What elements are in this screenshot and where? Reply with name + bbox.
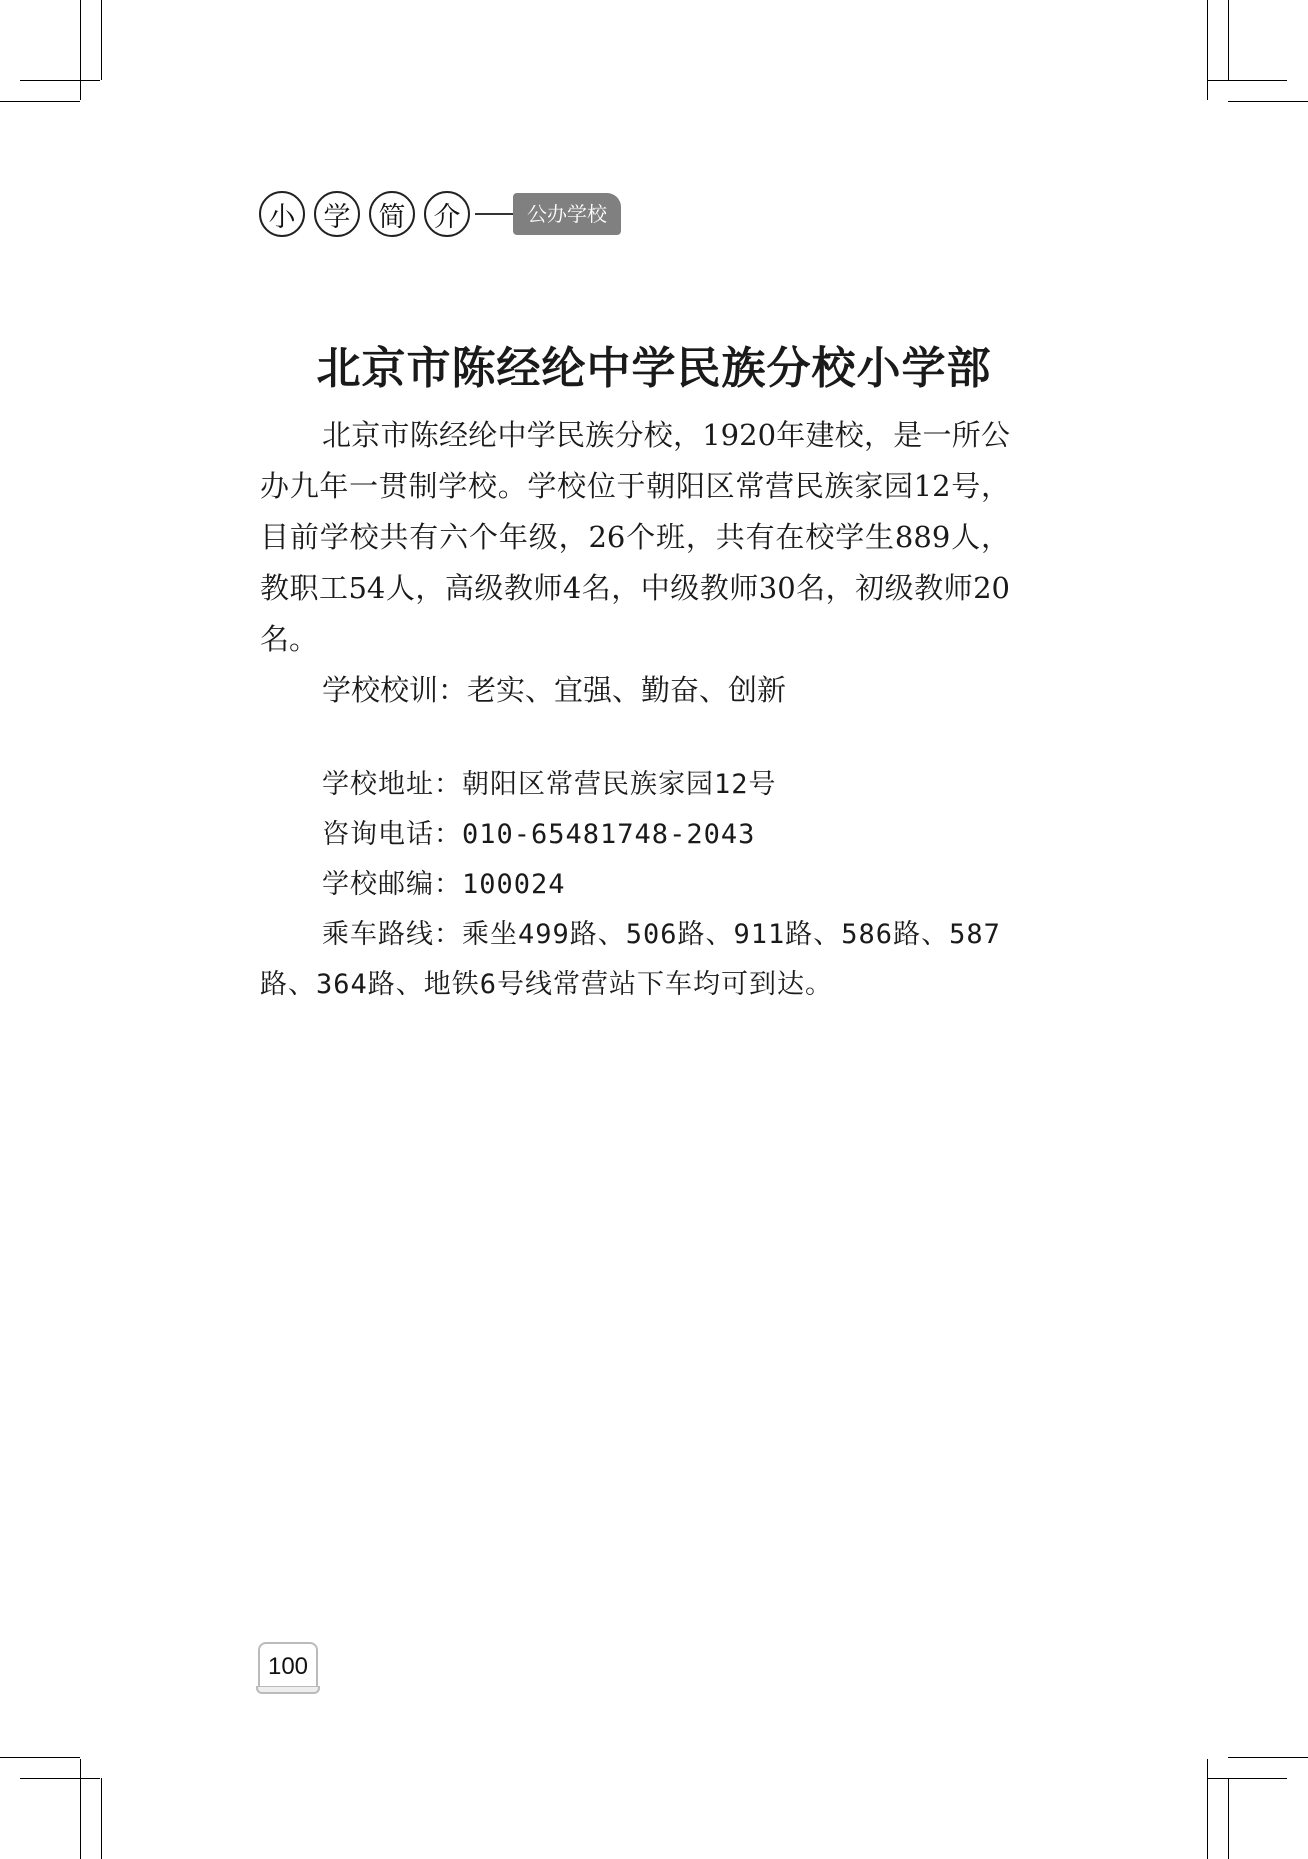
crop-mark: [20, 80, 100, 81]
postcode-line: 学校邮编：100024: [322, 869, 566, 900]
body-text: [260, 410, 1010, 716]
crop-mark: [80, 0, 81, 100]
crop-mark: [0, 101, 80, 102]
address-line: 学校地址：朝阳区常营民族家园12号: [322, 769, 777, 800]
book-icon: [256, 1686, 320, 1694]
crop-mark: [0, 1757, 80, 1758]
crop-mark: [80, 1759, 81, 1859]
section-header: [259, 188, 621, 240]
contact-info: [260, 760, 1030, 1010]
crop-mark: [1228, 0, 1229, 80]
header-char-circle: 介: [424, 191, 470, 237]
crop-mark: [101, 1778, 102, 1859]
crop-mark: [1207, 1778, 1287, 1779]
crop-mark: [1228, 1778, 1229, 1859]
crop-mark: [1207, 0, 1208, 100]
crop-mark: [101, 0, 102, 80]
crop-mark: [20, 1778, 100, 1779]
header-char-circle: 小: [259, 191, 305, 237]
header-connector-line: [475, 213, 513, 215]
header-char-circle: 简: [369, 191, 415, 237]
crop-mark: [1228, 1757, 1308, 1758]
page-number: 100: [258, 1642, 318, 1690]
header-char-circle: 学: [314, 191, 360, 237]
bus-route-line: 乘车路线：乘坐499路、506路、911路、586路、587路、364路、地铁6号线常营站下车均可到达。: [260, 919, 1001, 1000]
category-tag: 公办学校: [513, 193, 621, 235]
crop-mark: [1207, 1759, 1208, 1859]
motto-paragraph: 学校校训：老实、宜强、勤奋、创新: [322, 673, 787, 707]
page-title: 北京市陈经纶中学民族分校小学部: [316, 343, 992, 394]
intro-paragraph: 北京市陈经纶中学民族分校，1920年建校，是一所公办九年一贯制学校。学校位于朝阳区常营民族家园12号，目前学校共有六个年级，26个班，共有在校学生889人，教职工54人，高级教师4名，中级教师30名，初级教师20名。: [260, 418, 1010, 656]
crop-mark: [1228, 101, 1308, 102]
phone-line: 咨询电话：010-65481748-2043: [322, 819, 756, 850]
crop-mark: [1207, 80, 1287, 81]
